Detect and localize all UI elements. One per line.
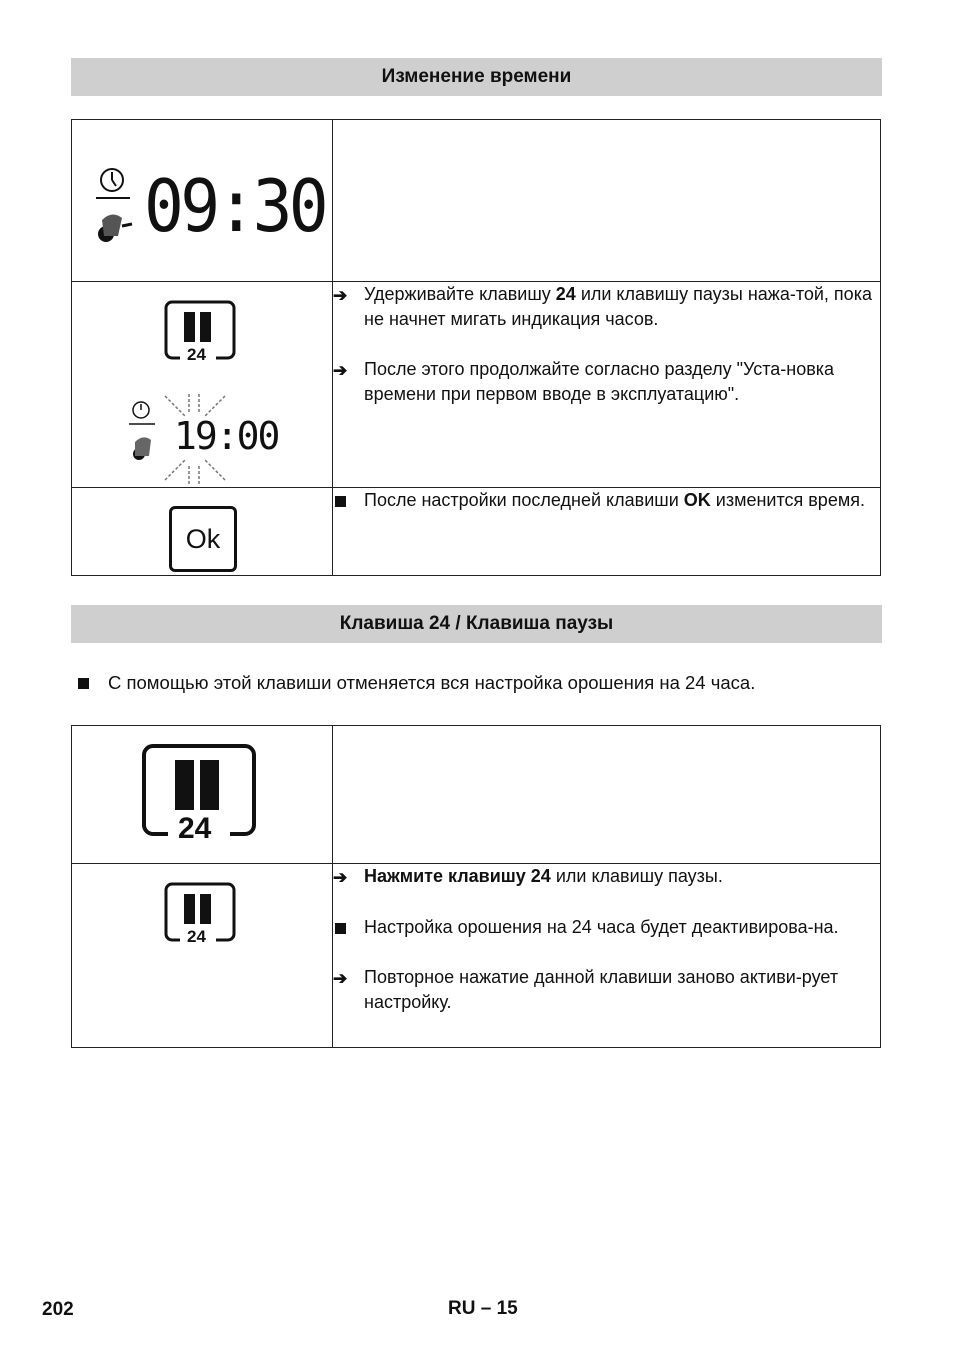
lcd-time-blinking: 19:00 [174,414,279,458]
key-cell [72,864,333,1048]
lcd-time-display: 09:30 [144,164,326,248]
instruction-table-time [71,119,881,576]
section-title: Изменение времени [381,66,572,87]
instruction-item: ➔ Нажмите клавишу 24 или клавишу паузы. [333,864,880,890]
section-title: Клавиша 24 / Клавиша паузы [339,613,614,634]
instruction-item: После настройки последней клавиши OK изменится время. [333,488,880,513]
ok-key-button[interactable] [169,506,237,572]
key-24-label: 24 [187,927,206,946]
square-bullet-icon [78,678,89,689]
key-cell [72,282,333,488]
arrow-right-icon: ➔ [333,286,348,305]
clock-watering-icon [94,166,134,246]
instruction-item: Настройка орошения на 24 часа будет деактивирова-на. [333,915,880,940]
instruction-item: ➔ Удерживайте клавишу 24 или клавишу паузы нажа-той, пока не начнет мигать индикация часов. [333,282,880,332]
key-24-label: 24 [187,345,206,364]
square-bullet-icon [335,923,346,934]
instruction-text-cell [333,488,881,576]
intro-text: С помощью этой клавиши отменяется вся настройка орошения на 24 часа. [108,672,756,693]
display-cell [72,120,333,282]
arrow-right-icon: ➔ [333,361,348,380]
ok-key-label: Ok [185,523,221,554]
page-number: 202 [42,1299,74,1320]
ok-key-cell [72,488,333,576]
arrow-right-icon: ➔ [333,969,348,988]
section-intro [76,672,755,694]
instruction-item: ➔ Повторное нажатие данной клавиши заново активи-рует настройку. [333,965,880,1015]
arrow-right-icon: ➔ [333,868,348,887]
key-24-label-large: 24 [178,812,212,845]
page-label: RU – 15 [448,1298,518,1319]
large-key-cell [72,726,333,864]
square-bullet-icon [335,496,346,507]
instruction-item: ➔ После этого продолжайте согласно разделу "Уста-новка времени при первом вводе в эксплуатацию". [333,357,880,407]
instruction-text-cell [333,282,881,488]
instruction-text-cell [333,864,881,1048]
section-header-time-change [71,58,882,96]
instruction-table-pause [71,725,881,1048]
section-header-pause-key [71,605,882,643]
